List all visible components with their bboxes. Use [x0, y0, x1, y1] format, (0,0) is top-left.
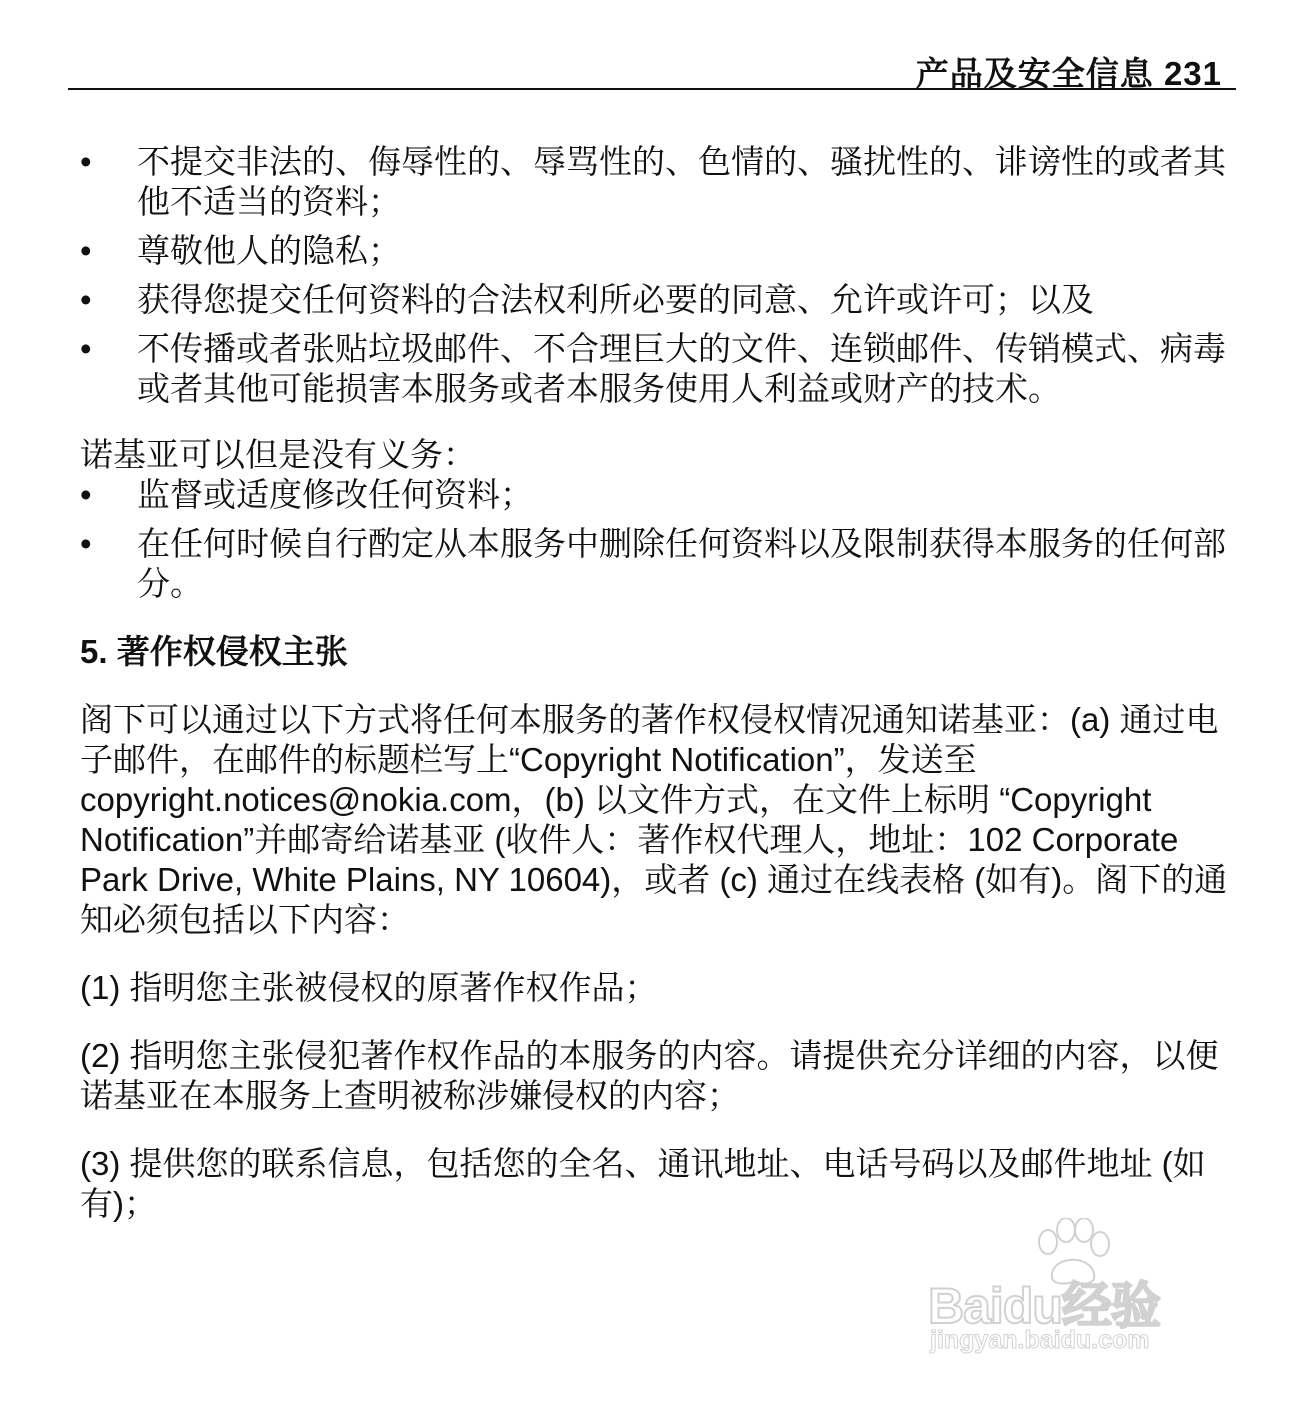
list-item	[80, 475, 1230, 515]
requirement-item: (3) 提供您的联系信息，包括您的全名、通讯地址、电话号码以及邮件地址 (如有)；	[80, 1145, 1206, 1222]
nokia-rights-list	[80, 475, 1230, 604]
list-item-text: 在任何时候自行酌定从本服务中删除任何资料以及限制获得本服务的任何部分。	[137, 525, 1226, 602]
bullet-icon: •	[80, 330, 92, 367]
requirement-item: (1) 指明您主张被侵权的原著作权作品；	[80, 969, 658, 1006]
header-title-line	[916, 48, 1222, 95]
bullet-icon: •	[80, 232, 92, 269]
bullet-icon: •	[80, 143, 92, 180]
watermark-url: jingyan.baidu.com	[930, 1326, 1150, 1354]
list-item-text: 获得您提交任何资料的合法权利所必要的同意、允许或许可；以及	[137, 281, 1094, 318]
obligation-list	[80, 142, 1230, 409]
header-title: 产品及安全信息	[915, 55, 1154, 92]
bullet-icon: •	[80, 525, 92, 562]
list-item	[80, 142, 1230, 222]
watermark-brand: Baidu经验	[928, 1278, 1160, 1334]
list-item	[80, 280, 1230, 320]
section-heading: 5. 著作权侵权主张	[80, 633, 348, 670]
copyright-notice-paragraph: 阁下可以通过以下方式将任何本服务的著作权侵权情况通知诺基亚：(a) 通过电子邮件，在邮件的标题栏写上“Copyright Notification”，发送至 copyright.notices@nokia.com，(b) 以文件方式，在文件上标明 “Copyright Notification”并邮寄给诺基亚 (收件人：著作权代理人，地址：102 Corporate Park Drive, White Plains, NY 10604)，或者 (c) 通过在线表格 (如有)。阁下的通知必须包括以下内容：	[80, 701, 1228, 938]
list-item-text: 不传播或者张贴垃圾邮件、不合理巨大的文件、连锁邮件、传销模式、病毒或者其他可能损害本服务或者本服务使用人利益或财产的技术。	[137, 330, 1226, 407]
list-item	[80, 231, 1230, 271]
list-item-text: 尊敬他人的隐私；	[137, 232, 401, 269]
requirement-item: (2) 指明您主张侵犯著作权作品的本服务的内容。请提供充分详细的内容，以便诺基亚在本服务上查明被称涉嫌侵权的内容；	[80, 1037, 1219, 1114]
document-body	[80, 142, 1230, 1224]
list-item	[80, 524, 1230, 604]
list-item-text: 监督或适度修改任何资料；	[137, 476, 533, 513]
bullet-icon: •	[80, 476, 92, 513]
page-header	[68, 44, 1236, 90]
list-item	[80, 329, 1230, 409]
baidu-watermark	[928, 1218, 1228, 1368]
list-item-text: 不提交非法的、侮辱性的、辱骂性的、色情的、骚扰性的、诽谤性的或者其他不适当的资料；	[137, 143, 1226, 220]
nokia-rights-intro: 诺基亚可以但是没有义务：	[80, 436, 476, 473]
page-number: 231	[1163, 55, 1222, 92]
bullet-icon: •	[80, 281, 92, 318]
